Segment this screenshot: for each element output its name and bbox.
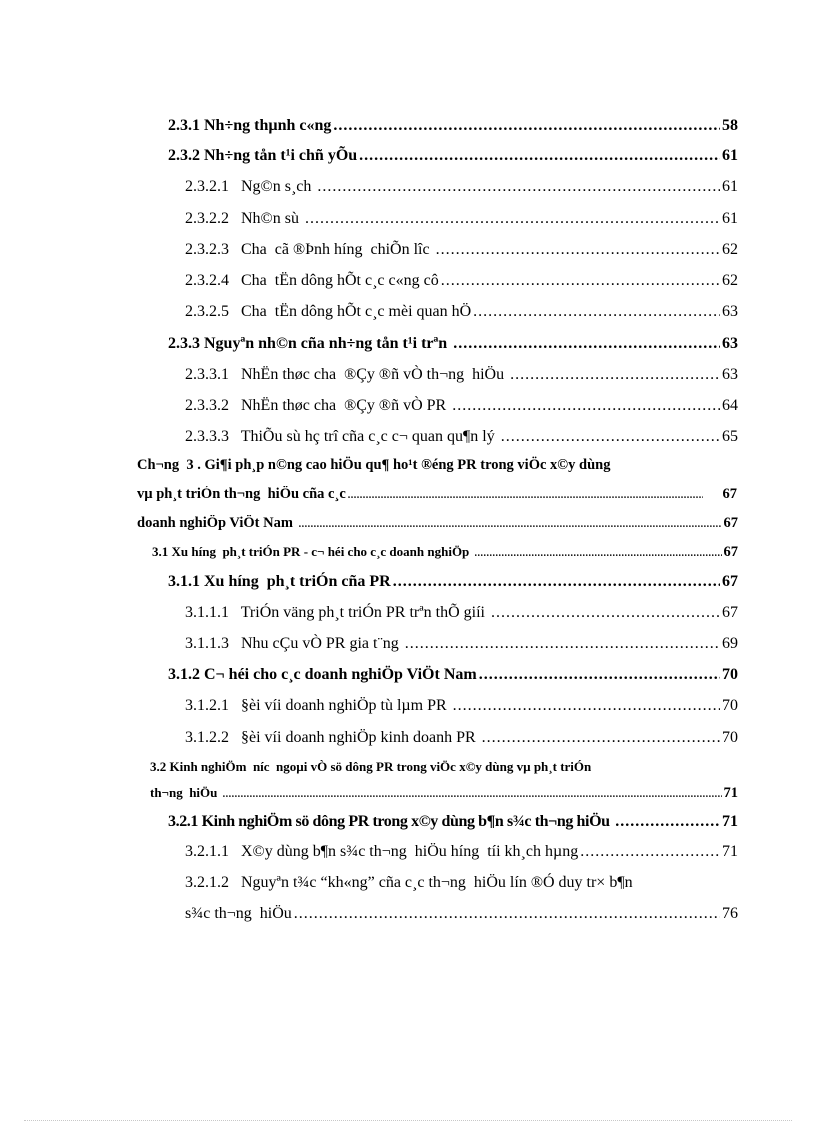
toc-entry: 3.1.1 Xu híng ph¸t triÓn cña PR ..... 67	[168, 572, 738, 591]
toc-entry: 2.3.3.1 NhËn thøc cha ®Çy ®ñ vÒ th¬ng hiÖu ..... 63	[185, 365, 738, 384]
toc-entry: 2.3.3.3 ThiÕu sù hç trî cña c¸c c¬ quan qu¶n lý ..... 65	[185, 427, 738, 446]
toc-entry: doanh nghiÖp ViÖt Nam ..... 67	[137, 515, 738, 532]
toc-entry: 3.1.1.3 Nhu cÇu vÒ PR gia t¨ng ..... 69	[185, 634, 738, 653]
toc-entry: 2.3.2.2 Nh©n sù ..... 61	[185, 209, 738, 228]
toc-entry: 3.1.1.1 TriÓn väng ph¸t triÓn PR trªn thÕ giíi ..... 67	[185, 603, 738, 622]
toc-entry: 2.3.2.4 Cha tËn dông hÕt c¸c c«ng cô ..... 62	[185, 271, 738, 290]
toc-entry: 3.1.2.1 §èi víi doanh nghiÖp tù lµm PR ..... 70	[185, 696, 738, 715]
toc-entry-wrapped: 3.2.1.2 Nguyªn t¾c “kh«ng” cña c¸c th¬ng hiÖu lín ®Ó duy tr× b¶n	[185, 874, 633, 891]
toc-entry: 3.1 Xu híng ph¸t triÓn PR - c¬ héi cho c¸c doanh nghiÖp ..... 67	[152, 544, 738, 561]
toc-entry: 3.2.1.1 X©y dùng b¶n s¾c th¬ng hiÖu híng tíi kh¸ch hµng ..... 71	[185, 842, 738, 861]
toc-entry: 2.3.2.5 Cha tËn dông hÕt c¸c mèi quan hÖ ..... 63	[185, 302, 738, 321]
toc-entry: th¬ng hiÖu ..... 71	[150, 785, 738, 802]
toc-entry: 2.3.2.3 Cha cã ®Þnh híng chiÕn lîc ..... 62	[185, 240, 738, 259]
toc-entry: 2.3.2 Nh÷ng tån t¹i chñ yÕu ..... 61	[168, 146, 738, 165]
toc-entry: 3.2.1 Kinh nghiÖm sö dông PR trong x©y dùng b¶n s¾c th¬ng hiÖu ..... 71	[168, 812, 738, 831]
toc-entry: vµ ph¸t triÓn th¬ng hiÖu cña c¸c ..... 67	[137, 486, 737, 503]
toc-entry: 3.1.2.2 §èi víi doanh nghiÖp kinh doanh PR ..... 70	[185, 728, 738, 747]
toc-entry: 2.3.3.2 NhËn thøc cha ®Çy ®ñ vÒ PR ..... 64	[185, 396, 738, 415]
toc-entry: 2.3.3 Nguyªn nh©n cña nh÷ng tån t¹i trªn ..... 63	[168, 334, 738, 353]
toc-entry: s¾c th¬ng hiÖu ..... 76	[185, 904, 738, 923]
toc-entry: 2.3.2.1 Ng©n s¸ch ..... 61	[185, 177, 738, 196]
toc-chapter-title: Ch¬ng 3 . Gi¶i ph¸p n©ng cao hiÖu qu¶ ho¹t ®éng PR trong viÖc x©y dùng	[137, 457, 611, 473]
toc-entry: 3.1.2 C¬ héi cho c¸c doanh nghiÖp ViÖt Nam ..... 70	[168, 665, 738, 684]
page-bottom-rule	[24, 1120, 792, 1121]
toc-section-title: 3.2 Kinh nghiÖm níc ngoµi vÒ sö dông PR trong viÖc x©y dùng vµ ph¸t triÓn	[150, 759, 592, 774]
toc-entry: 2.3.1 Nh÷ng thµnh c«ng ..... 58	[168, 116, 738, 135]
